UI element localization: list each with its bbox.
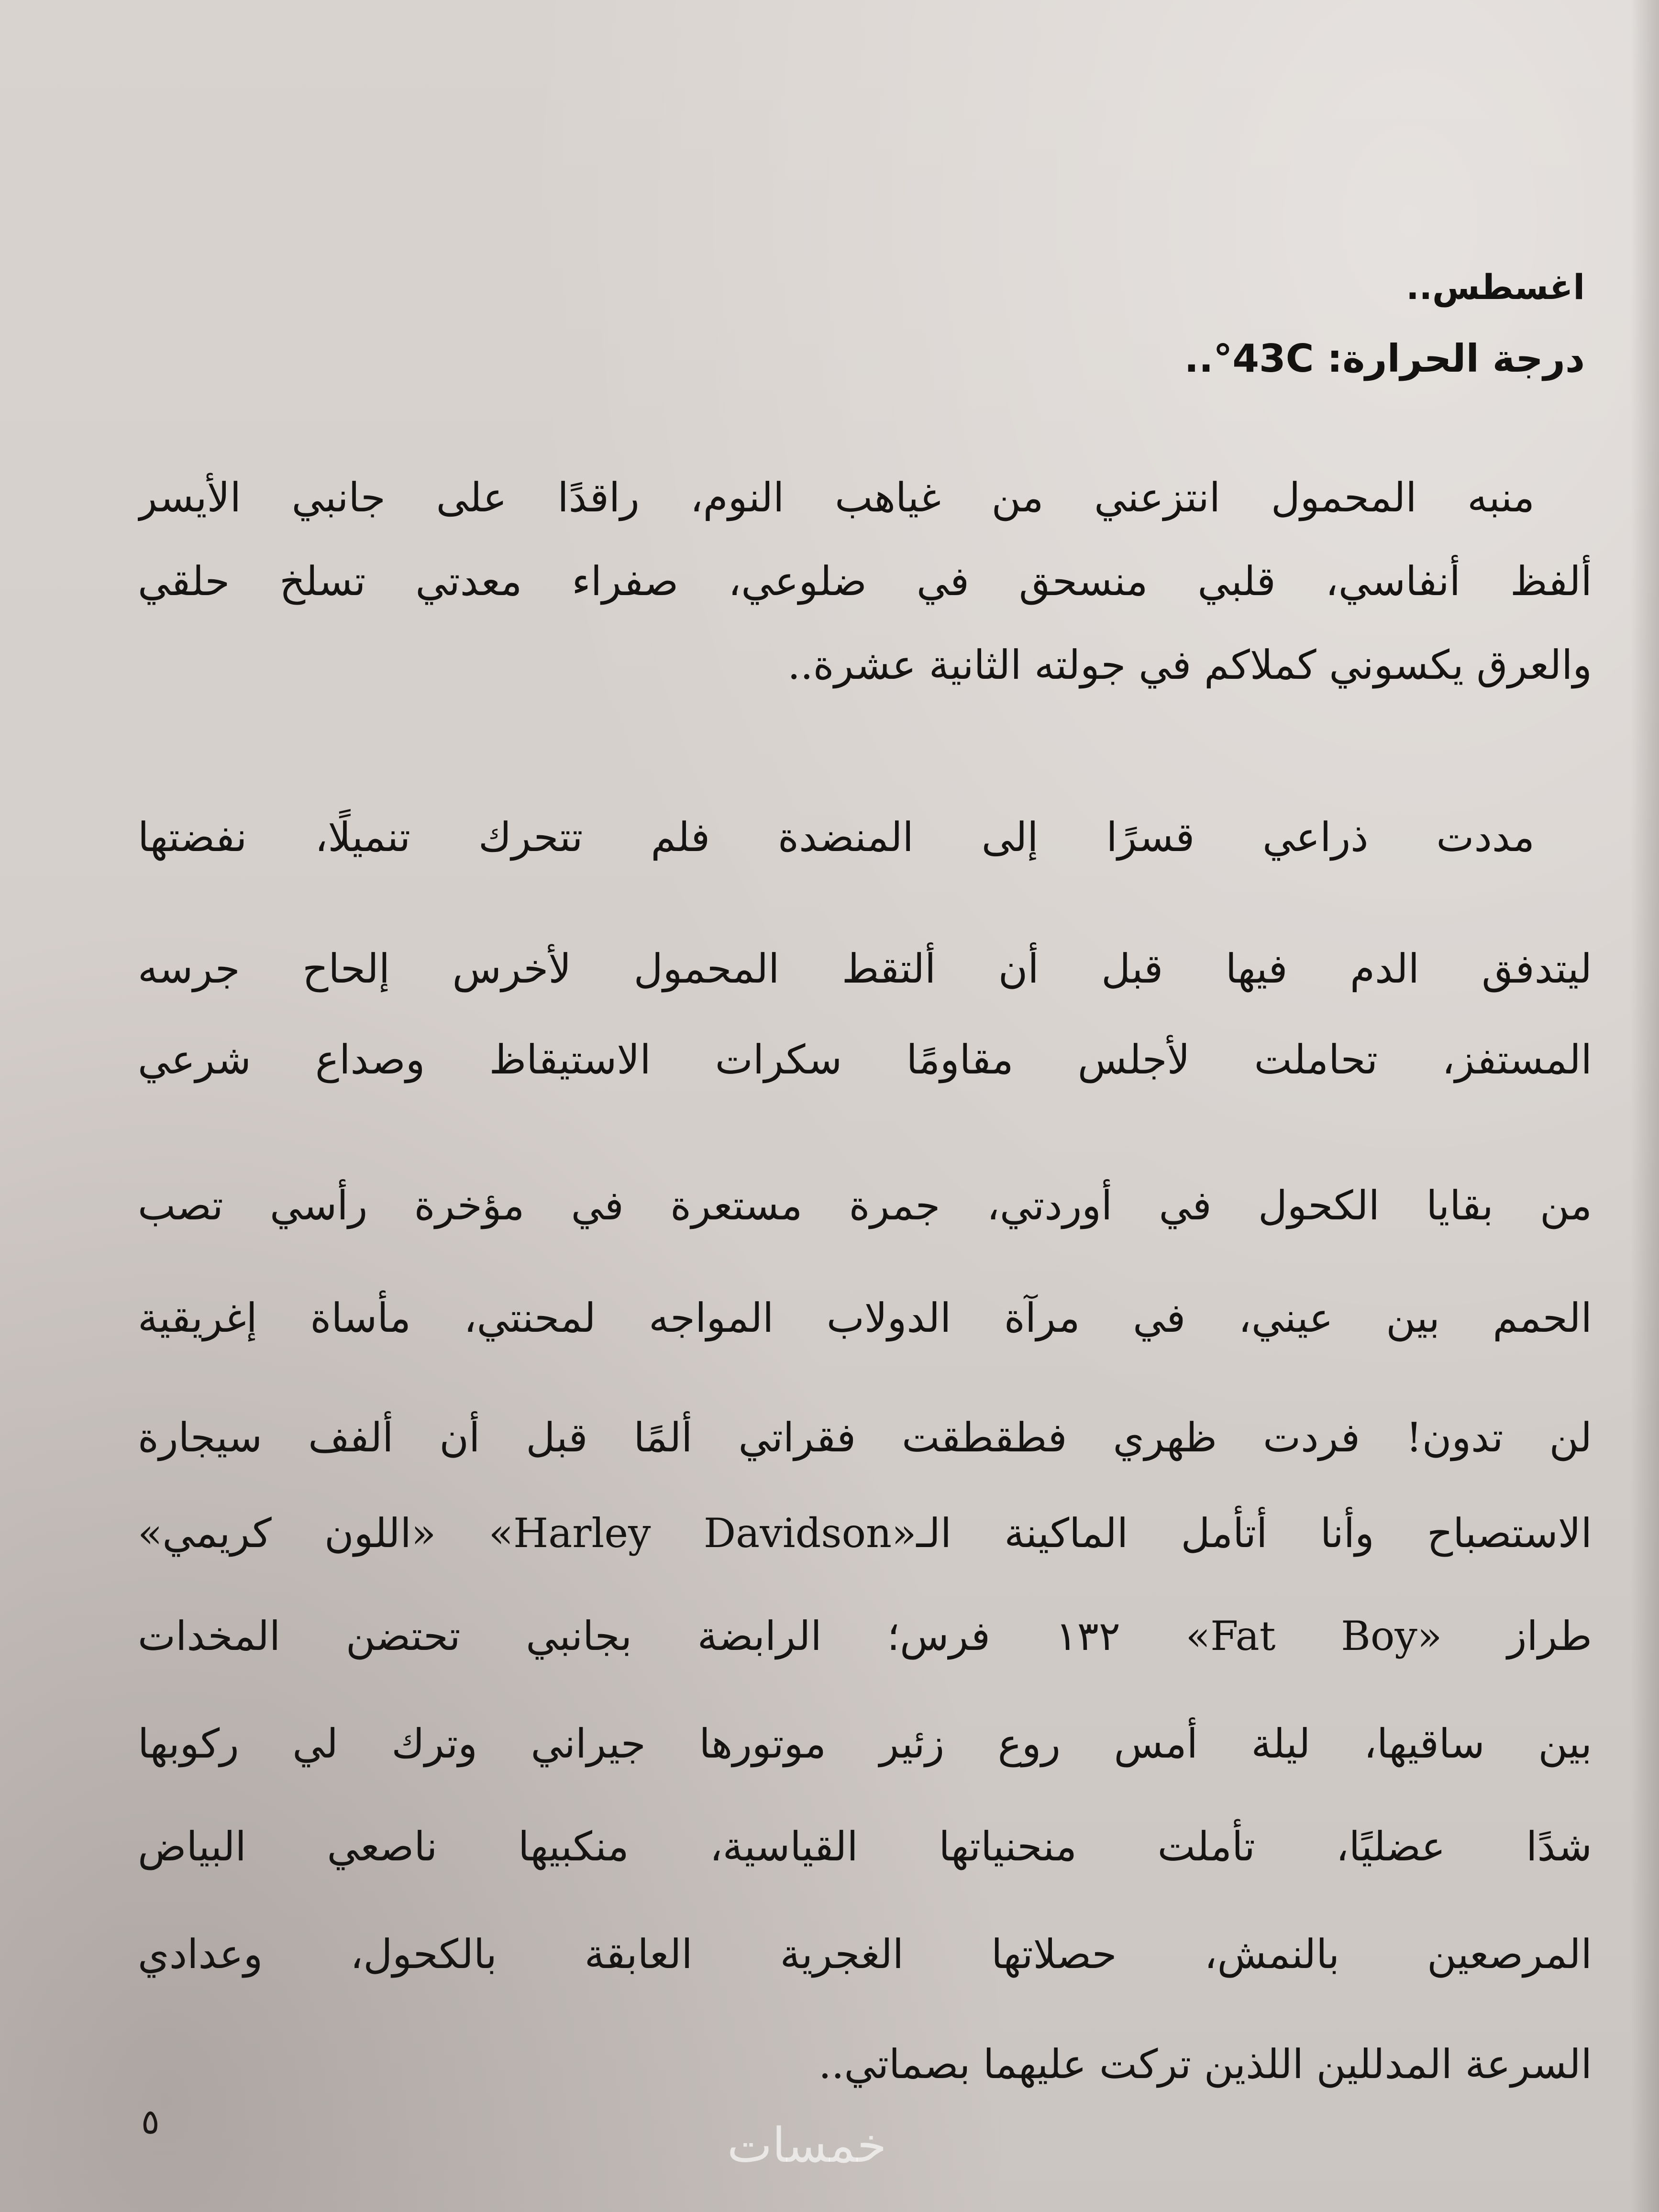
paragraph-1-line-2: ألفظ أنفاسي، قلبي منسحق في ضلوعي، صفراء معدتي تسلخ حلقي xyxy=(138,558,1592,605)
paragraph-2-line-11: المرصعين بالنمش، حصلاتها الغجرية العابقة بالكحول، وعدادي xyxy=(138,1931,1592,1978)
paragraph-2-line-1: مددت ذراعي قسرًا إلى المنضدة فلم تتحرك تنميلًا، نفضتها xyxy=(138,814,1535,861)
paragraph-2-line-10: شدًا عضليًا، تأملت منحنياتها القياسية، منكبيها ناصعي البياض xyxy=(138,1823,1592,1870)
paragraph-2-line-6: لن تدون! فردت ظهري فطقطقت فقراتي ألمًا قبل أن ألفف سيجارة xyxy=(138,1414,1592,1461)
page-number: ٥ xyxy=(141,2101,160,2142)
paragraph-2-line-5: الحمم بين عيني، في مرآة الدولاب المواجه لمحنتي، مأساة إغريقية xyxy=(138,1294,1592,1341)
paragraph-1-line-3: والعرق يكسوني كملاكم في جولته الثانية عشرة.. xyxy=(787,641,1592,688)
paragraph-2-line-7: الاستصباح وأنا أتأمل الماكينة الـ«Harley Davidson» «اللون كريمي» xyxy=(138,1510,1592,1557)
temperature-heading: درجة الحرارة: 43C°.. xyxy=(1184,336,1585,381)
paragraph-2-line-12: السرعة المدللين اللذين تركت عليهما بصماتي.. xyxy=(818,2041,1592,2088)
paragraph-2-line-3: المستفز، تحاملت لأجلس مقاومًا سكرات الاستيقاظ وصداع شرعي xyxy=(138,1036,1592,1083)
paragraph-2-line-8: طراز «Fat Boy» ١٣٢ فرس؛ الرابضة بجانبي تحتضن المخدات xyxy=(138,1613,1592,1659)
paragraph-1-line-1: منبه المحمول انتزعني من غياهب النوم، راقدًا على جانبي الأيسر xyxy=(138,474,1535,521)
page-edge-shadow xyxy=(1630,0,1659,2212)
watermark-logo: خمسات xyxy=(727,2117,887,2173)
paragraph-2-line-4: من بقايا الكحول في أوردتي، جمرة مستعرة في مؤخرة رأسي تصب xyxy=(138,1182,1592,1229)
section-title: اغسطس.. xyxy=(1406,267,1585,307)
paragraph-2-line-2: ليتدفق الدم فيها قبل أن ألتقط المحمول لأخرس إلحاح جرسه xyxy=(138,945,1592,992)
paragraph-2-line-9: بين ساقيها، ليلة أمس روع زئير موتورها جيراني وترك لي ركوبها xyxy=(138,1720,1592,1767)
